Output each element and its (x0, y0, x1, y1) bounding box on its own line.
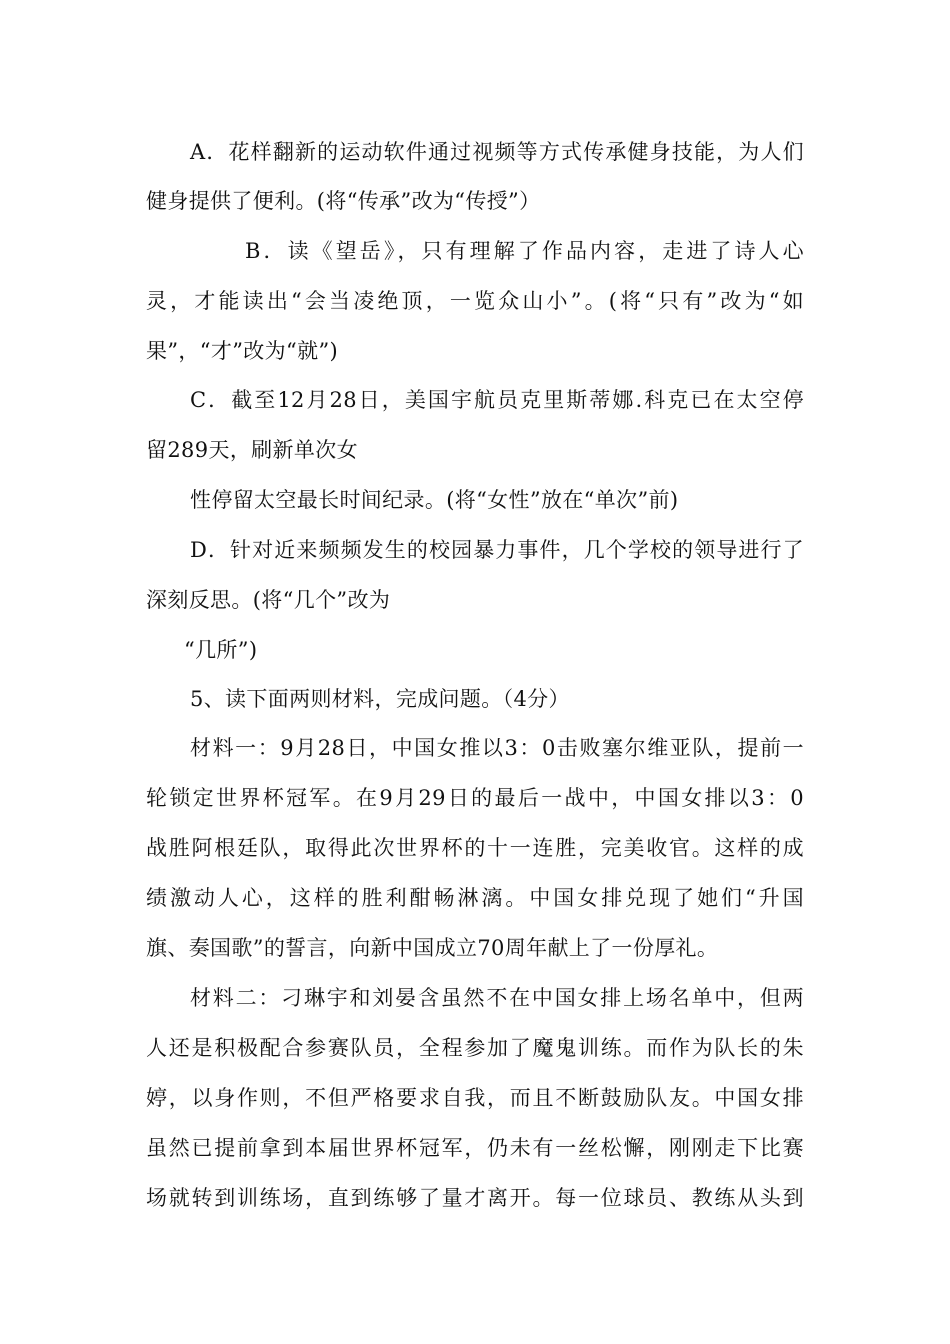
material-two-line-3: 婷，以身作则，不但严格要求自我，而且不断鼓励队友。中国女排 (146, 1086, 804, 1110)
option-b-line-3: 果”，“才”改为“就”) (146, 339, 339, 363)
option-d-line-2: 深刻反思。(将“几个”改为 (146, 588, 391, 612)
material-one-line-4: 绩激动人心，这样的胜利酣畅淋漓。中国女排兑现了她们“升国 (146, 886, 804, 910)
option-b-line-2: 灵，才能读出“会当凌绝顶，一览众山小”。(将“只有”改为“如 (146, 289, 804, 313)
option-d-line-3: “几所”) (184, 638, 258, 662)
material-one-line-2: 轮锁定世界杯冠军。在9月29日的最后一战中，中国女排以3：0 (146, 786, 804, 810)
material-one-line-3: 战胜阿根廷队，取得此次世界杯的十一连胜，完美收官。这样的成 (146, 836, 804, 860)
option-d-line-1: D．针对近来频频发生的校园暴力事件，几个学校的领导进行了 (190, 538, 804, 562)
material-two-line-1: 材料二：刁琳宇和刘晏含虽然不在中国女排上场名单中，但两 (190, 986, 804, 1010)
material-two-line-2: 人还是积极配合参赛队员，全程参加了魔鬼训练。而作为队长的朱 (146, 1036, 804, 1060)
material-two-line-4: 虽然已提前拿到本届世界杯冠军，仍未有一丝松懈，刚刚走下比赛 (146, 1136, 804, 1160)
option-c-line-2: 留289天，刷新单次女 (146, 438, 358, 462)
option-b-line-1: B．读《望岳》，只有理解了作品内容，走进了诗人心 (245, 239, 804, 263)
option-c-line-1: C．截至12月28日，美国宇航员克里斯蒂娜.科克已在太空停 (190, 388, 804, 412)
option-a-line-2: 健身提供了便利。(将“传承”改为“传授”） (146, 189, 541, 213)
material-one-line-5: 旗、奏国歌”的誓言，向新中国成立70周年献上了一份厚礼。 (146, 936, 719, 960)
material-one-line-1: 材料一：9月28日，中国女推以3：0击败塞尔维亚队，提前一 (190, 736, 804, 760)
question-5-heading: 5、读下面两则材料，完成问题。（4分） (190, 687, 570, 711)
option-c-line-3: 性停留太空最长时间纪录。(将“女性”放在“单次”前) (190, 488, 679, 512)
option-a-line-1: A．花样翻新的运动软件通过视频等方式传承健身技能，为人们 (190, 140, 804, 164)
material-two-line-5: 场就转到训练场，直到练够了量才离开。每一位球员、教练从头到 (146, 1186, 804, 1210)
